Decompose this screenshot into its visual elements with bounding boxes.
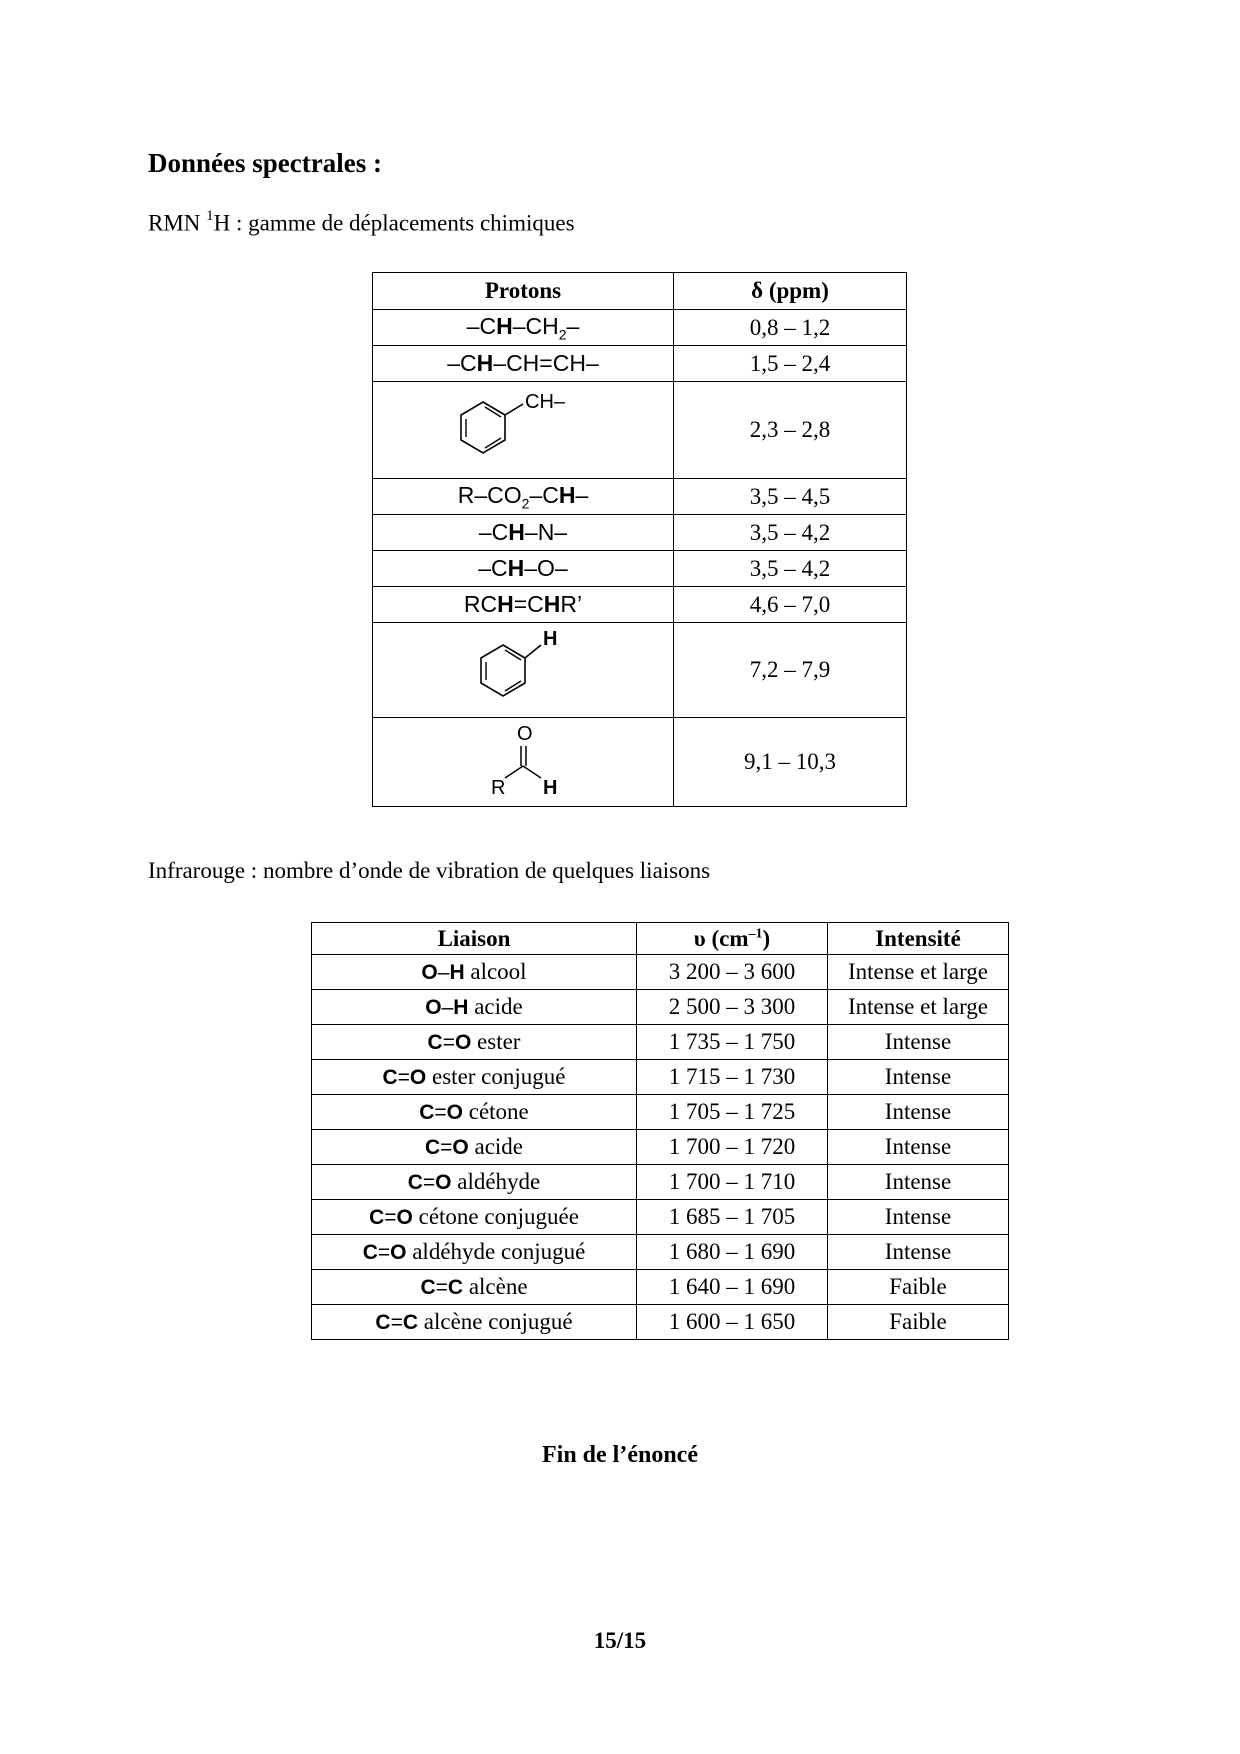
bond-atom: C [420, 1276, 436, 1299]
proton-sub: 2 [558, 326, 567, 343]
proton-sub: 2 [521, 495, 530, 512]
bond-formula [382, 1066, 426, 1089]
aldehyde-structure-icon [463, 718, 583, 800]
proton-cell [373, 515, 674, 551]
proton-text: –C [466, 312, 497, 339]
wavenumber-cell: 1 700 – 1 710 [637, 1165, 828, 1200]
intensity-cell: Intense [828, 1200, 1009, 1235]
bond-atom: C [362, 1241, 378, 1264]
bond-atom: O [396, 1206, 413, 1229]
delta-cell: 7,2 – 7,9 [674, 623, 907, 718]
ir-header-row [312, 923, 1009, 955]
bond-type: cétone conjuguée [412, 1204, 579, 1229]
bond-atom: H [449, 961, 465, 984]
bond-type: acide [468, 994, 523, 1019]
aromatic-structure-icon [463, 623, 583, 711]
rmn-caption-isotope: 1 [206, 208, 214, 224]
bond-atom: O [421, 961, 438, 984]
ir-header-nu [637, 923, 828, 955]
delta-cell: 9,1 – 10,3 [674, 718, 907, 807]
bond-formula [369, 1206, 413, 1229]
bond-atom: O [446, 1101, 463, 1124]
bond-formula [363, 1241, 407, 1264]
proton-text: –CH [512, 312, 559, 339]
intensity-cell: Faible [828, 1305, 1009, 1340]
intensity-cell: Intense [828, 1235, 1009, 1270]
liaison-cell [312, 955, 637, 990]
table-row [312, 1095, 1009, 1130]
bond-separator: = [435, 1276, 448, 1299]
intensity-cell: Intense [828, 1060, 1009, 1095]
bond-atom: O [390, 1241, 407, 1264]
bond-separator: – [437, 961, 450, 984]
wavenumber-cell: 1 735 – 1 750 [637, 1025, 828, 1060]
proton-cell [373, 382, 674, 479]
proton-text: –C [478, 519, 509, 545]
wavenumber-cell: 2 500 – 3 300 [637, 990, 828, 1025]
proton-h: H [497, 591, 514, 617]
bond-separator: = [390, 1311, 403, 1334]
ir-header-liaison: Liaison [312, 923, 637, 955]
proton-h: H [507, 555, 525, 581]
bond-separator: = [397, 1066, 410, 1089]
bond-atom: O [409, 1066, 427, 1089]
ir-body [312, 955, 1009, 1340]
nu-close: ) [762, 925, 771, 951]
table-row [312, 1305, 1009, 1340]
delta-cell: 3,5 – 4,2 [674, 515, 907, 551]
proton-text: – [566, 312, 580, 339]
table-row [312, 1200, 1009, 1235]
liaison-cell [312, 1130, 637, 1165]
delta-cell: 4,6 – 7,0 [674, 587, 907, 623]
delta-cell: 1,5 – 2,4 [674, 346, 907, 382]
rmn-caption [148, 210, 575, 237]
intensity-cell: Intense [828, 1095, 1009, 1130]
proton-cell [373, 587, 674, 623]
wavenumber-cell: 1 640 – 1 690 [637, 1270, 828, 1305]
wavenumber-cell: 3 200 – 3 600 [637, 955, 828, 990]
table-row [312, 955, 1009, 990]
rmn-header-delta: δ (ppm) [674, 273, 907, 310]
bond-atom: O [425, 996, 442, 1019]
liaison-cell [312, 1270, 637, 1305]
table-row [312, 1270, 1009, 1305]
delta-cell: 3,5 – 4,2 [674, 551, 907, 587]
intensity-cell: Intense [828, 1130, 1009, 1165]
bond-type: aldéhyde [451, 1169, 541, 1194]
proton-text: –C [478, 555, 508, 581]
proton-text: –O– [524, 555, 568, 581]
page-number: 15/15 [593, 1628, 647, 1653]
proton-cell [373, 310, 674, 346]
table-row [312, 1060, 1009, 1095]
end-of-statement: Fin de l’énoncé [542, 1442, 698, 1468]
proton-text: R–CO [457, 481, 522, 508]
table-row [373, 587, 907, 623]
intensity-cell: Intense et large [828, 990, 1009, 1025]
bond-formula [419, 1101, 463, 1124]
wavenumber-cell: 1 685 – 1 705 [637, 1200, 828, 1235]
bond-type: acide [468, 1134, 524, 1159]
bond-separator: = [442, 1031, 455, 1054]
bond-formula [425, 996, 468, 1019]
rmn-header-protons: Protons [373, 273, 674, 310]
table-row [373, 515, 907, 551]
bond-type: aldéhyde conjugué [406, 1239, 586, 1264]
proton-h: H [508, 519, 525, 545]
liaison-cell [312, 1165, 637, 1200]
bond-type: alcène conjugué [418, 1309, 573, 1334]
proton-text: –C [529, 481, 559, 508]
delta-cell: 3,5 – 4,5 [674, 479, 907, 515]
bond-atom: C [369, 1206, 385, 1229]
bond-type: cétone [463, 1099, 529, 1124]
bond-type: ester conjugué [426, 1064, 566, 1089]
liaison-cell [312, 1095, 637, 1130]
wavenumber-cell: 1 700 – 1 720 [637, 1130, 828, 1165]
proton-cell [373, 623, 674, 718]
bond-formula [428, 1031, 472, 1054]
table-row [373, 382, 907, 479]
proton-text: –C [447, 350, 477, 376]
proton-text: =C [513, 591, 544, 617]
table-row [373, 718, 907, 807]
table-row [312, 1025, 1009, 1060]
bond-separator: = [440, 1136, 453, 1159]
section-title: Données spectrales : [148, 148, 382, 178]
bond-atom: C [402, 1311, 419, 1334]
bond-atom: C [424, 1136, 441, 1159]
bond-formula [421, 961, 464, 984]
ir-table [311, 922, 1009, 1340]
table-row [373, 346, 907, 382]
proton-text: R’ [560, 591, 583, 617]
bond-atom: C [407, 1171, 423, 1194]
bond-separator: – [441, 996, 454, 1019]
benzylic-structure-icon [443, 382, 603, 472]
table-row [373, 310, 907, 346]
proton-cell [373, 346, 674, 382]
liaison-cell [312, 990, 637, 1025]
rmn-caption-prefix: RMN [148, 210, 201, 236]
proton-cell [373, 551, 674, 587]
bond-separator: = [377, 1241, 391, 1264]
bond-type: alcène [463, 1274, 528, 1299]
proton-cell [373, 718, 674, 807]
bond-formula [408, 1171, 452, 1194]
table-row [312, 1165, 1009, 1200]
liaison-cell [312, 1200, 637, 1235]
wavenumber-cell: 1 600 – 1 650 [637, 1305, 828, 1340]
benzylic-label: CH– [525, 391, 566, 413]
intensity-cell: Intense [828, 1165, 1009, 1200]
intensity-cell: Intense [828, 1025, 1009, 1060]
proton-text: –N– [524, 519, 568, 545]
bond-atom: C [375, 1311, 391, 1334]
liaison-cell [312, 1235, 637, 1270]
ir-header-intensite: Intensité [828, 923, 1009, 955]
proton-text: RC [463, 591, 498, 617]
bond-separator: = [422, 1171, 436, 1194]
table-row [312, 1235, 1009, 1270]
proton-cell [373, 479, 674, 515]
bond-formula [375, 1311, 418, 1334]
aromatic-h-label: H [543, 628, 558, 650]
bond-separator: = [384, 1206, 397, 1229]
bond-atom: O [452, 1136, 469, 1159]
table-row [373, 623, 907, 718]
wavenumber-cell: 1 715 – 1 730 [637, 1060, 828, 1095]
proton-h: H [543, 591, 561, 617]
table-row [373, 551, 907, 587]
proton-text: – [575, 481, 589, 508]
rmn-table [372, 272, 907, 807]
bond-atom: C [419, 1101, 435, 1124]
intensity-cell: Faible [828, 1270, 1009, 1305]
rmn-header-row [373, 273, 907, 310]
delta-cell: 2,3 – 2,8 [674, 382, 907, 479]
bond-type: alcool [464, 959, 527, 984]
bond-formula [420, 1276, 463, 1299]
delta-cell: 0,8 – 1,2 [674, 310, 907, 346]
table-row [312, 1130, 1009, 1165]
bond-formula [425, 1136, 469, 1159]
table-row [312, 990, 1009, 1025]
bond-atom: C [447, 1276, 464, 1299]
aldehyde-o-label: O [517, 723, 533, 745]
ir-caption: Infrarouge : nombre d’onde de vibration de quelques liaisons [148, 858, 711, 883]
bond-atom: O [435, 1171, 452, 1194]
nu-label: υ (cm [693, 925, 749, 951]
aldehyde-r-label: R [491, 777, 506, 799]
liaison-cell [312, 1060, 637, 1095]
rmn-caption-text: H : gamme de déplacements chimiques [213, 210, 575, 236]
bond-atom: O [454, 1031, 472, 1054]
bond-atom: H [453, 996, 469, 1019]
bond-atom: C [382, 1066, 398, 1089]
proton-h: H [476, 350, 494, 376]
bond-separator: = [434, 1101, 447, 1124]
intensity-cell: Intense et large [828, 955, 1009, 990]
nu-exponent: –1 [748, 925, 763, 941]
bond-atom: C [427, 1031, 443, 1054]
wavenumber-cell: 1 705 – 1 725 [637, 1095, 828, 1130]
bond-type: ester [471, 1029, 521, 1054]
aldehyde-h-label: H [543, 777, 558, 799]
liaison-cell [312, 1025, 637, 1060]
proton-h: H [558, 481, 576, 508]
wavenumber-cell: 1 680 – 1 690 [637, 1235, 828, 1270]
proton-text: –CH=CH– [493, 350, 599, 376]
liaison-cell [312, 1305, 637, 1340]
table-row [373, 479, 907, 515]
proton-h: H [496, 312, 513, 339]
